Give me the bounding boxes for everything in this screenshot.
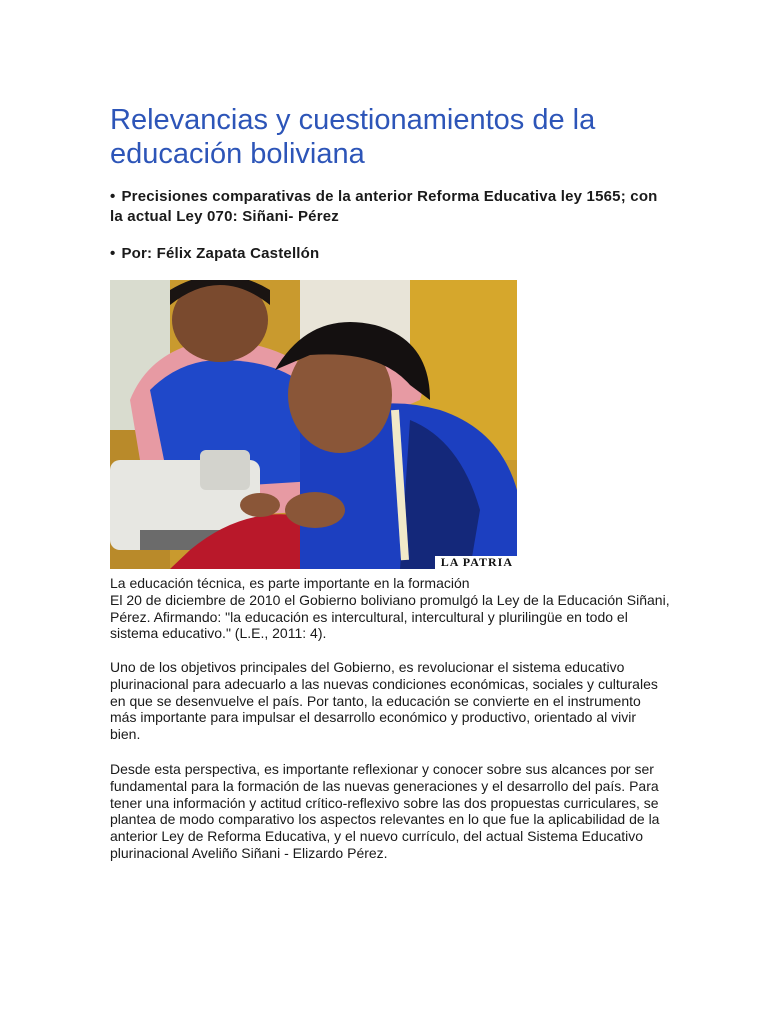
article-photo xyxy=(110,280,517,569)
paragraph-3: Desde esta perspectiva, es importante reflexionar y conocer sobre sus alcances por ser fundamental para la formación de las nuevas generaciones y el desarrollo del país. Para tener una información y actitud crítico-reflexivo sobre las dos propuestas curriculares, se plantea de modo comparativo los aspectos relevantes en lo que fue la aplicabilidad de la anterior Ley de Reforma Educativa, y el nuevo currículo, del actual Sistema Educativo plurinacional Aveliño Siñani - Elizardo Pérez. xyxy=(110,761,660,861)
photo-watermark: LA PATRIA xyxy=(435,556,517,569)
paragraph-1: El 20 de diciembre de 2010 el Gobierno boliviano promulgó la Ley de la Educación Siñani, Pérez. Afirmando: "la educación es intercultural, intercultural y plurilingüe en todo el sistema educativo." (L.E., 2011: 4). xyxy=(110,591,670,642)
bullet-marker: • xyxy=(110,245,116,262)
paragraph-2-block xyxy=(110,659,670,743)
caption-and-paragraph-1 xyxy=(110,575,670,642)
photo-illustration xyxy=(110,280,517,569)
bullet-marker: • xyxy=(110,188,116,205)
photo-caption: La educación técnica, es parte importante en la formación xyxy=(110,575,470,591)
byline-bullet xyxy=(110,244,670,264)
article-title: Relevancias y cuestionamientos de la educación boliviana xyxy=(110,104,596,170)
article-byline: Por: Félix Zapata Castellón xyxy=(121,245,320,262)
subtitle-bullet xyxy=(110,187,670,227)
paragraph-3-block xyxy=(110,761,670,862)
paragraph-2: Uno de los objetivos principales del Gobierno, es revolucionar el sistema educativo plurinacional para adecuarlo a las nuevas condiciones económicas, sociales y culturales en que se desenvuelve el país. Por tanto, la educación se convierte en el instrumento más importante para impulsar el desarrollo económico y productivo, orientado al vivir bien. xyxy=(110,659,658,743)
article-subtitle: Precisiones comparativas de la anterior Reforma Educativa ley 1565; con la actual Ley 070: Siñani- Pérez xyxy=(110,188,658,225)
